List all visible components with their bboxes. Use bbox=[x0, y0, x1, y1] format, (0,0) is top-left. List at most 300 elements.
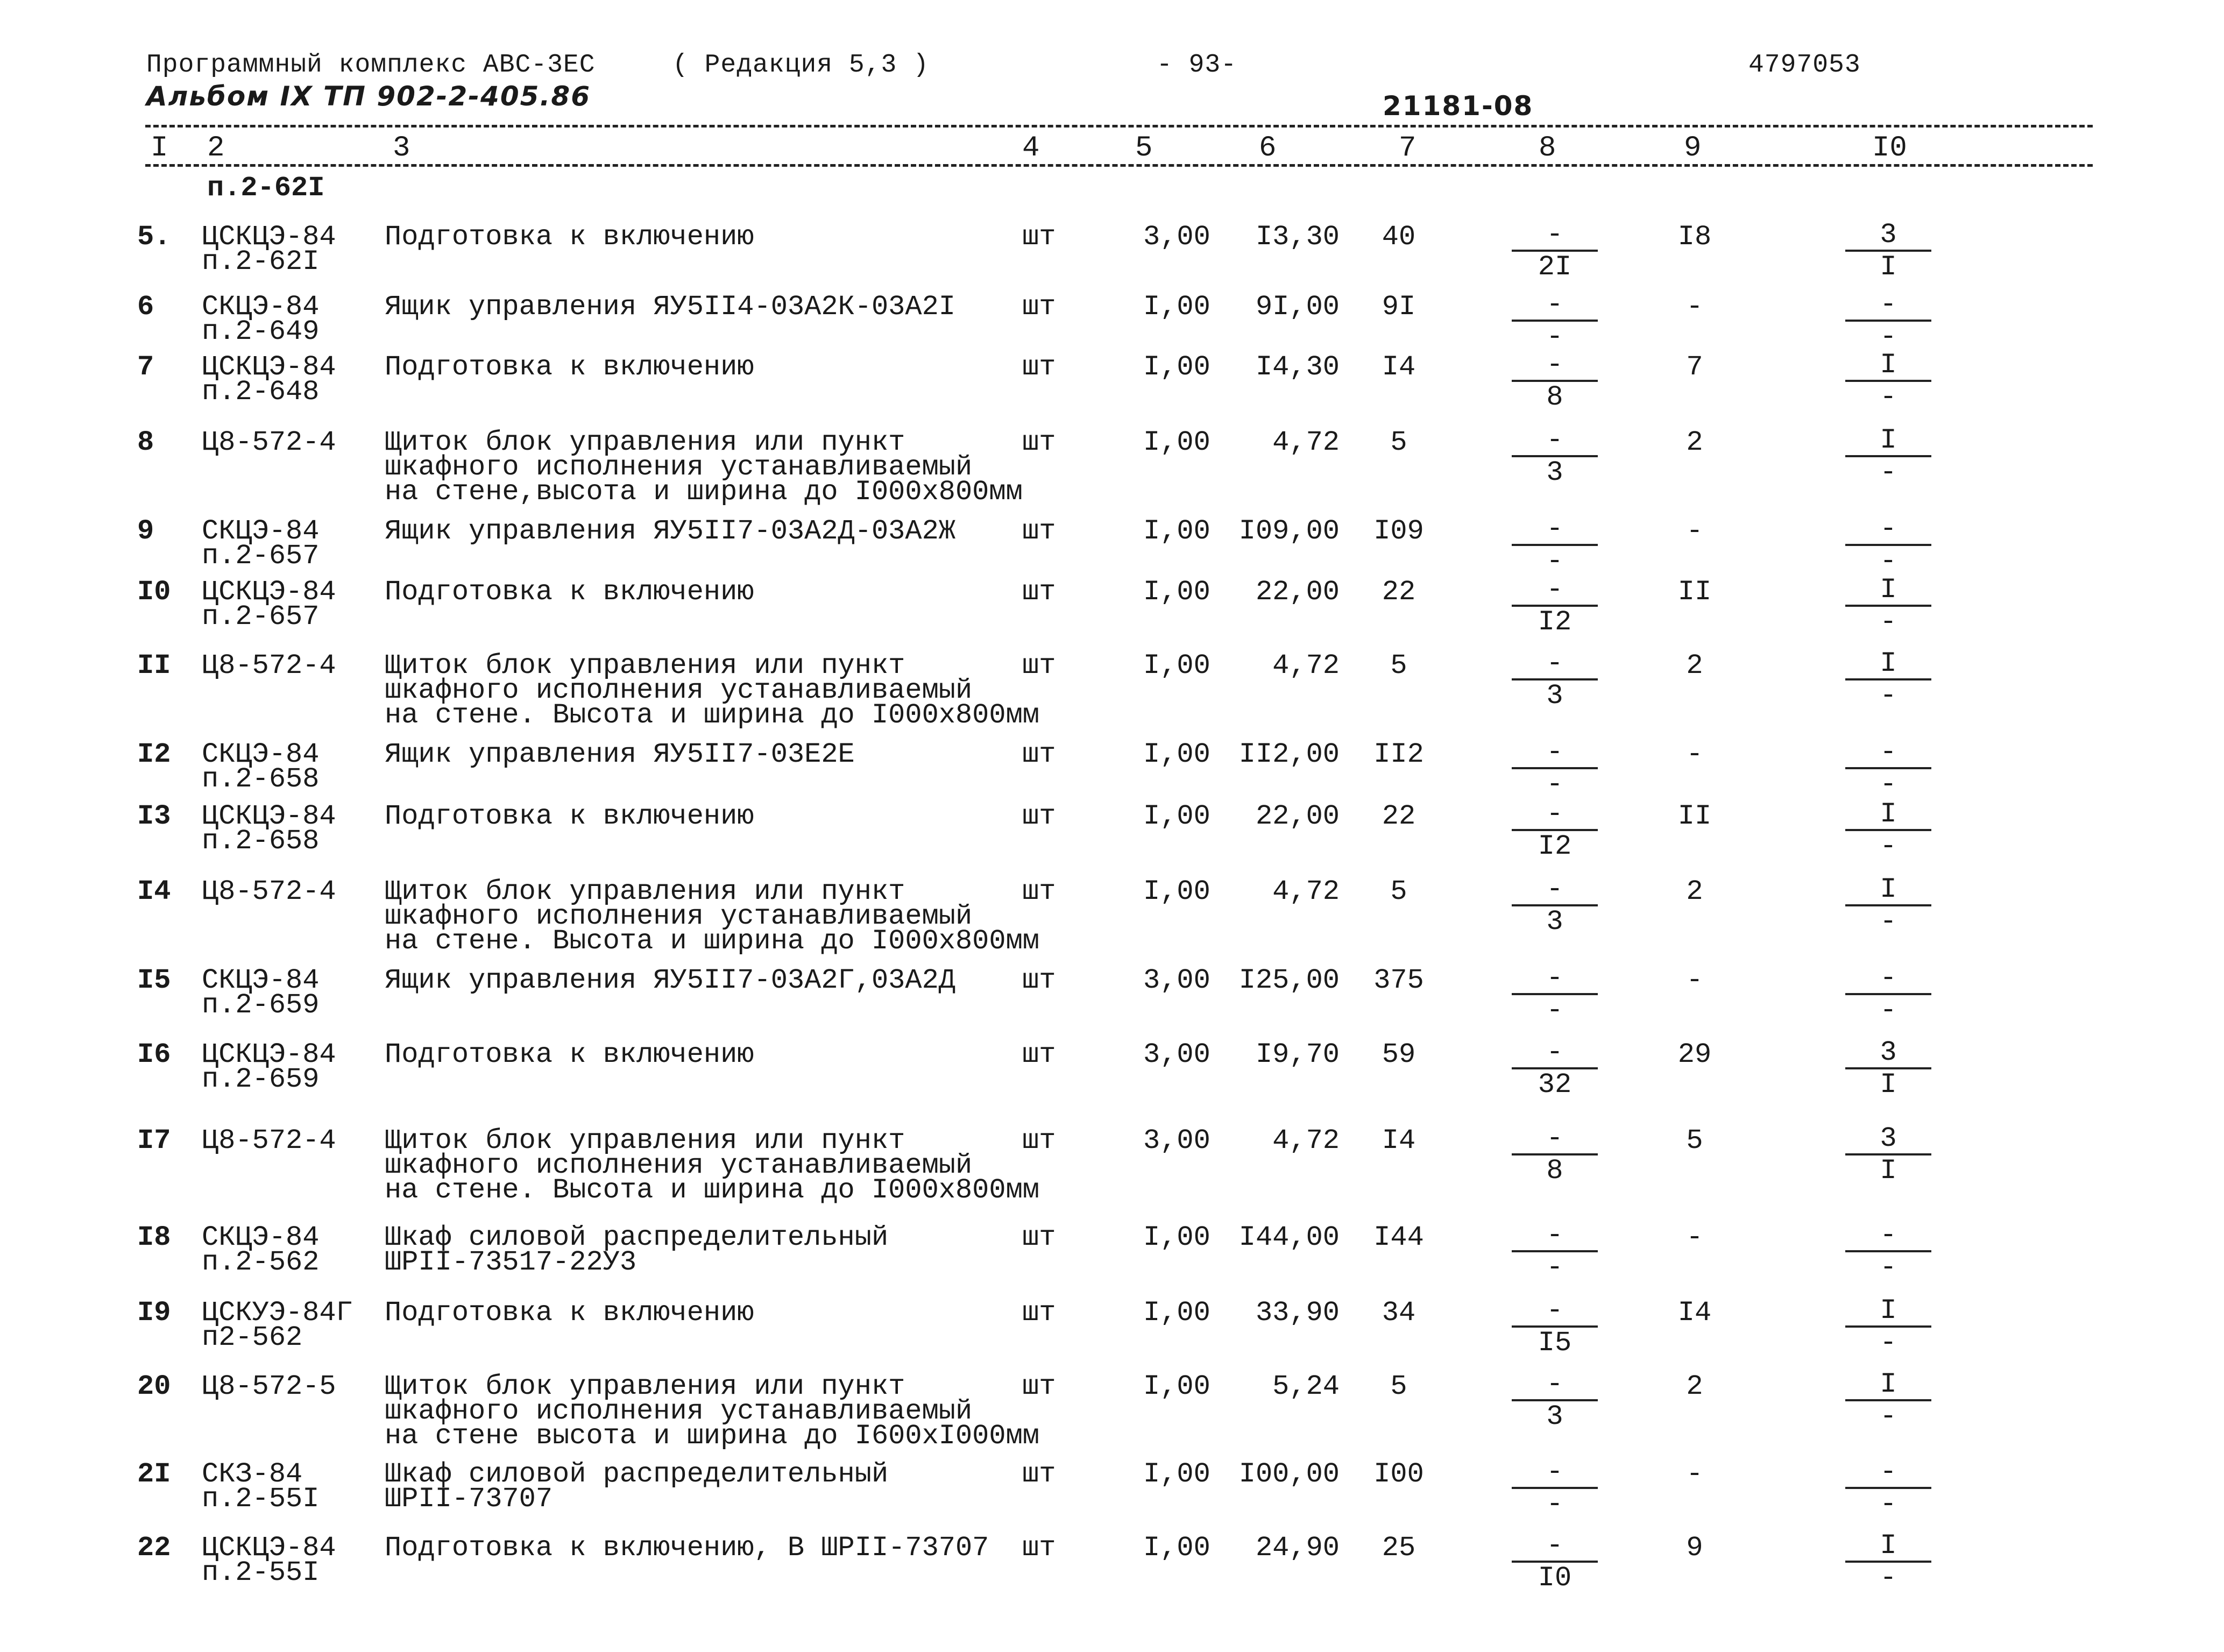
unit: шт bbox=[1022, 351, 1056, 383]
col9-value: - bbox=[1686, 291, 1703, 323]
col9-value: I4 bbox=[1677, 1297, 1712, 1329]
resource-code bbox=[202, 515, 320, 572]
unit-price: I44,00 bbox=[1238, 1222, 1340, 1253]
col8-fraction bbox=[1512, 1369, 1598, 1433]
work-description bbox=[385, 1458, 889, 1515]
resource-code bbox=[202, 1371, 336, 1402]
work-description-line: Шкаф силовой распределительный bbox=[385, 1222, 889, 1253]
work-description-line: Щиток блок управления или пункт bbox=[385, 876, 905, 907]
col8-fraction-numerator: - bbox=[1546, 424, 1563, 456]
resource-code-line: п.2-659 bbox=[202, 989, 320, 1021]
resource-code bbox=[202, 427, 336, 458]
work-description bbox=[385, 351, 754, 383]
total-cost: 5 bbox=[1390, 650, 1407, 682]
col8-fraction-denominator: - bbox=[1546, 769, 1563, 800]
work-description bbox=[385, 1222, 889, 1278]
col10-fraction bbox=[1845, 648, 1931, 712]
row-number: I6 bbox=[137, 1039, 171, 1070]
col8-fraction bbox=[1512, 1219, 1598, 1284]
unit: шт bbox=[1022, 650, 1056, 682]
col8-fraction-denominator: - bbox=[1546, 1252, 1563, 1284]
resource-code-line: п.2-648 bbox=[202, 376, 320, 408]
resource-code-line: п2-562 bbox=[202, 1322, 303, 1353]
col9-value: 2 bbox=[1686, 876, 1703, 907]
quantity: I,00 bbox=[1143, 1532, 1210, 1564]
col10-fraction bbox=[1845, 798, 1931, 862]
resource-code-line: Ц8-572-4 bbox=[202, 650, 336, 682]
continuation-ref: п.2-62I bbox=[207, 172, 325, 204]
resource-code bbox=[202, 876, 336, 907]
work-description bbox=[385, 1532, 989, 1564]
column-header-6: 6 bbox=[1259, 132, 1277, 165]
col10-fraction-numerator: I bbox=[1880, 574, 1897, 606]
col10-fraction bbox=[1845, 1295, 1931, 1359]
doc-number: 4797053 bbox=[1748, 51, 1861, 80]
col10-fraction bbox=[1845, 513, 1931, 577]
col8-fraction-denominator: - bbox=[1546, 995, 1563, 1026]
col10-fraction bbox=[1845, 1530, 1931, 1594]
col10-fraction bbox=[1845, 874, 1931, 938]
total-cost: 25 bbox=[1382, 1532, 1416, 1564]
col9-value: - bbox=[1686, 1458, 1703, 1490]
col9-value: - bbox=[1686, 515, 1703, 547]
resource-code bbox=[202, 221, 336, 278]
total-cost: I4 bbox=[1382, 351, 1416, 383]
unit-price: 5,24 bbox=[1272, 1371, 1340, 1402]
col10-fraction-numerator: - bbox=[1880, 1456, 1897, 1488]
work-description-line: Ящик управления ЯУ5II7-03Е2Е bbox=[385, 739, 855, 770]
work-description-line: Щиток блок управления или пункт bbox=[385, 1125, 905, 1157]
col10-fraction-numerator: 3 bbox=[1880, 1037, 1897, 1068]
col8-fraction-denominator: I0 bbox=[1538, 1562, 1572, 1594]
resource-code-line: Ц8-572-4 bbox=[202, 1125, 336, 1157]
row-number: 9 bbox=[137, 515, 154, 547]
resource-code bbox=[202, 351, 336, 408]
col9-value: I8 bbox=[1677, 221, 1712, 253]
col8-fraction-numerator: - bbox=[1546, 1369, 1563, 1400]
work-description-line: ШРII-73517-22У3 bbox=[385, 1246, 637, 1278]
work-description-line: шкафного исполнения устанавливаемый bbox=[385, 675, 973, 706]
resource-code-line: ЦСКЦЭ-84 bbox=[202, 351, 336, 383]
resource-code-line: ЦСКЦЭ-84 bbox=[202, 1039, 336, 1070]
resource-code bbox=[202, 739, 320, 795]
col10-fraction bbox=[1845, 424, 1931, 488]
header-divider-top bbox=[145, 125, 2093, 127]
col10-fraction bbox=[1845, 289, 1931, 353]
quantity: I,00 bbox=[1143, 1458, 1210, 1490]
unit: шт bbox=[1022, 1532, 1056, 1564]
resource-code-line: п.2-659 bbox=[202, 1063, 320, 1095]
row-number: 6 bbox=[137, 291, 154, 323]
resource-code-line: п.2-55I bbox=[202, 1557, 320, 1589]
unit-price: 4,72 bbox=[1272, 1125, 1340, 1157]
work-description-line: Подготовка к включению bbox=[385, 1297, 754, 1329]
total-cost: 375 bbox=[1373, 965, 1424, 996]
col8-fraction bbox=[1512, 1037, 1598, 1101]
col10-fraction bbox=[1845, 219, 1931, 283]
program-title: Программный комплекс АВС-3ЕС bbox=[146, 51, 596, 80]
total-cost: 22 bbox=[1382, 576, 1416, 608]
quantity: 3,00 bbox=[1143, 1125, 1210, 1157]
work-description-line: ШРII-73707 bbox=[385, 1483, 553, 1515]
col10-fraction-denominator: - bbox=[1880, 680, 1897, 712]
resource-code-line: п.2-562 bbox=[202, 1246, 320, 1278]
resource-code-line: Ц8-572-5 bbox=[202, 1371, 336, 1402]
col8-fraction-denominator: I5 bbox=[1538, 1327, 1572, 1359]
col8-fraction-numerator: - bbox=[1546, 289, 1563, 321]
column-header-5: 5 bbox=[1135, 132, 1153, 165]
quantity: I,00 bbox=[1143, 650, 1210, 682]
work-description-line: на стене. Высота и ширина до I000х800мм bbox=[385, 925, 1039, 957]
col8-fraction-numerator: - bbox=[1546, 349, 1563, 381]
col8-fraction-numerator: - bbox=[1546, 736, 1563, 768]
col10-fraction-denominator: - bbox=[1880, 545, 1897, 577]
work-description-line: Ящик управления ЯУ5II7-03А2Д-03А2Ж bbox=[385, 515, 955, 547]
resource-code bbox=[202, 576, 336, 633]
row-number: I9 bbox=[137, 1297, 171, 1329]
work-description-line: Подготовка к включению bbox=[385, 221, 754, 253]
col8-fraction-numerator: - bbox=[1546, 874, 1563, 905]
col9-value: 9 bbox=[1686, 1532, 1703, 1564]
col8-fraction-numerator: - bbox=[1546, 219, 1563, 251]
col8-fraction-numerator: - bbox=[1546, 513, 1563, 545]
col10-fraction-denominator: I bbox=[1880, 1155, 1897, 1187]
work-description-line: на стене. Высота и ширина до I000х800мм bbox=[385, 699, 1039, 731]
unit: шт bbox=[1022, 800, 1056, 832]
col10-fraction-denominator: I bbox=[1880, 251, 1897, 283]
quantity: 3,00 bbox=[1143, 965, 1210, 996]
total-cost: I09 bbox=[1373, 515, 1424, 547]
total-cost: 9I bbox=[1382, 291, 1416, 323]
col8-fraction bbox=[1512, 648, 1598, 712]
resource-code-line: ЦСКЦЭ-84 bbox=[202, 576, 336, 608]
work-description bbox=[385, 800, 754, 832]
col10-fraction-denominator: - bbox=[1880, 1562, 1897, 1594]
col8-fraction-numerator: - bbox=[1546, 1530, 1563, 1562]
resource-code-line: ЦСКЦЭ-84 bbox=[202, 221, 336, 253]
resource-code bbox=[202, 1297, 353, 1353]
work-description-line: Щиток блок управления или пункт bbox=[385, 1371, 905, 1402]
resource-code bbox=[202, 1039, 336, 1095]
row-number: I7 bbox=[137, 1125, 171, 1157]
col10-fraction-denominator: - bbox=[1880, 1401, 1897, 1433]
row-number: 7 bbox=[137, 351, 154, 383]
unit: шт bbox=[1022, 291, 1056, 323]
unit: шт bbox=[1022, 221, 1056, 253]
row-number: I2 bbox=[137, 739, 171, 770]
col10-fraction-denominator: - bbox=[1880, 995, 1897, 1026]
col10-fraction-numerator: - bbox=[1880, 1219, 1897, 1251]
col10-fraction bbox=[1845, 1037, 1931, 1101]
col10-fraction-numerator: I bbox=[1880, 798, 1897, 830]
col9-value: - bbox=[1686, 965, 1703, 996]
col8-fraction-denominator: 3 bbox=[1546, 1401, 1563, 1433]
quantity: I,00 bbox=[1143, 876, 1210, 907]
unit-price: 4,72 bbox=[1272, 427, 1340, 458]
col10-fraction-numerator: - bbox=[1880, 962, 1897, 994]
col10-fraction-denominator: - bbox=[1880, 831, 1897, 862]
work-description bbox=[385, 1039, 754, 1070]
work-description bbox=[385, 1297, 754, 1329]
unit-price: 9I,00 bbox=[1255, 291, 1340, 323]
total-cost: 59 bbox=[1382, 1039, 1416, 1070]
col8-fraction-numerator: - bbox=[1546, 1456, 1563, 1488]
unit-price: I25,00 bbox=[1238, 965, 1340, 996]
col8-fraction-numerator: - bbox=[1546, 962, 1563, 994]
total-cost: 22 bbox=[1382, 800, 1416, 832]
unit: шт bbox=[1022, 576, 1056, 608]
col9-value: II bbox=[1677, 800, 1712, 832]
resource-code-line: п.2-658 bbox=[202, 825, 320, 857]
col8-fraction-numerator: - bbox=[1546, 648, 1563, 679]
col10-fraction-numerator: I bbox=[1880, 1369, 1897, 1400]
col9-value: - bbox=[1686, 739, 1703, 770]
work-description-line: шкафного исполнения устанавливаемый bbox=[385, 451, 973, 483]
resource-code-line: п.2-649 bbox=[202, 316, 320, 348]
col8-fraction bbox=[1512, 1123, 1598, 1187]
quantity: I,00 bbox=[1143, 427, 1210, 458]
col9-value: 5 bbox=[1686, 1125, 1703, 1157]
col10-fraction-denominator: - bbox=[1880, 906, 1897, 938]
total-cost: I44 bbox=[1373, 1222, 1424, 1253]
col10-fraction bbox=[1845, 962, 1931, 1026]
col8-fraction-denominator: I2 bbox=[1538, 831, 1572, 862]
col10-fraction-numerator: - bbox=[1880, 289, 1897, 321]
total-cost: I4 bbox=[1382, 1125, 1416, 1157]
resource-code-line: СКЦЭ-84 bbox=[202, 291, 320, 323]
column-header-8: 8 bbox=[1539, 132, 1556, 165]
col8-fraction bbox=[1512, 513, 1598, 577]
column-header-9: 9 bbox=[1684, 132, 1702, 165]
column-header-2: 2 bbox=[207, 132, 225, 165]
col9-value: - bbox=[1686, 1222, 1703, 1253]
unit-price: I00,00 bbox=[1238, 1458, 1340, 1490]
col9-value: 7 bbox=[1686, 351, 1703, 383]
resource-code bbox=[202, 1222, 320, 1278]
col10-fraction-numerator: I bbox=[1880, 648, 1897, 679]
project-code: 21181-08 bbox=[1383, 90, 1534, 122]
work-description bbox=[385, 739, 855, 770]
work-description-line: Щиток блок управления или пункт bbox=[385, 650, 905, 682]
col10-fraction-numerator: - bbox=[1880, 513, 1897, 545]
col9-value: II bbox=[1677, 576, 1712, 608]
resource-code-line: п.2-657 bbox=[202, 601, 320, 633]
resource-code-line: СКЦЭ-84 bbox=[202, 965, 320, 996]
row-number: I0 bbox=[137, 576, 171, 608]
quantity: 3,00 bbox=[1143, 221, 1210, 253]
col10-fraction-denominator: - bbox=[1880, 1488, 1897, 1520]
col8-fraction bbox=[1512, 574, 1598, 638]
unit: шт bbox=[1022, 876, 1056, 907]
total-cost: 34 bbox=[1382, 1297, 1416, 1329]
work-description-line: Подготовка к включению bbox=[385, 351, 754, 383]
work-description-line: Ящик управления ЯУ5II4-03А2К-03А2I bbox=[385, 291, 955, 323]
column-header-3: 3 bbox=[393, 132, 410, 165]
column-header-4: 4 bbox=[1022, 132, 1040, 165]
resource-code-line: СКЗ-84 bbox=[202, 1458, 303, 1490]
quantity: I,00 bbox=[1143, 515, 1210, 547]
work-description bbox=[385, 291, 955, 323]
resource-code-line: ЦСКЦЭ-84 bbox=[202, 1532, 336, 1564]
unit-price: 22,00 bbox=[1255, 800, 1340, 832]
row-number: II bbox=[137, 650, 171, 682]
resource-code bbox=[202, 291, 320, 348]
quantity: I,00 bbox=[1143, 351, 1210, 383]
unit: шт bbox=[1022, 739, 1056, 770]
col8-fraction-denominator: - bbox=[1546, 321, 1563, 353]
col10-fraction bbox=[1845, 574, 1931, 638]
unit-price: 22,00 bbox=[1255, 576, 1340, 608]
row-number: 8 bbox=[137, 427, 154, 458]
col9-value: 2 bbox=[1686, 1371, 1703, 1402]
col8-fraction bbox=[1512, 1530, 1598, 1594]
col10-fraction-numerator: 3 bbox=[1880, 219, 1897, 251]
col10-fraction-numerator: I bbox=[1880, 874, 1897, 905]
total-cost: II2 bbox=[1373, 739, 1424, 770]
col10-fraction bbox=[1845, 1456, 1931, 1520]
col8-fraction-numerator: - bbox=[1546, 1295, 1563, 1327]
col8-fraction-denominator: 8 bbox=[1546, 1155, 1563, 1187]
col8-fraction-denominator: - bbox=[1546, 1488, 1563, 1520]
resource-code bbox=[202, 1458, 320, 1515]
row-number: I3 bbox=[137, 800, 171, 832]
work-description-line: Подготовка к включению bbox=[385, 800, 754, 832]
col8-fraction bbox=[1512, 424, 1598, 488]
col8-fraction-numerator: - bbox=[1546, 1037, 1563, 1068]
col8-fraction-denominator: 2I bbox=[1538, 251, 1572, 283]
col8-fraction bbox=[1512, 349, 1598, 413]
quantity: I,00 bbox=[1143, 739, 1210, 770]
work-description bbox=[385, 427, 1023, 508]
col8-fraction-numerator: - bbox=[1546, 1219, 1563, 1251]
work-description-line: Шкаф силовой распределительный bbox=[385, 1458, 889, 1490]
column-header-1: I bbox=[151, 132, 168, 165]
col10-fraction bbox=[1845, 736, 1931, 800]
resource-code bbox=[202, 1532, 336, 1589]
col8-fraction-denominator: 3 bbox=[1546, 457, 1563, 488]
col8-fraction-numerator: - bbox=[1546, 798, 1563, 830]
work-description-line: Подготовка к включению bbox=[385, 576, 754, 608]
col8-fraction-denominator: 32 bbox=[1538, 1069, 1572, 1101]
col8-fraction bbox=[1512, 219, 1598, 283]
resource-code bbox=[202, 965, 320, 1021]
col10-fraction-numerator: I bbox=[1880, 1530, 1897, 1562]
work-description-line: на стене. Высота и ширина до I000х800мм bbox=[385, 1174, 1039, 1206]
col10-fraction bbox=[1845, 1219, 1931, 1284]
col10-fraction-denominator: - bbox=[1880, 457, 1897, 488]
unit: шт bbox=[1022, 515, 1056, 547]
resource-code-line: ЦСКУЭ-84Г bbox=[202, 1297, 353, 1329]
col8-fraction bbox=[1512, 289, 1598, 353]
unit-price: II2,00 bbox=[1238, 739, 1340, 770]
col10-fraction-numerator: I bbox=[1880, 424, 1897, 456]
row-number: 5. bbox=[137, 221, 171, 253]
quantity: I,00 bbox=[1143, 800, 1210, 832]
resource-code-line: п.2-62I bbox=[202, 246, 320, 278]
unit-price: I09,00 bbox=[1238, 515, 1340, 547]
col8-fraction bbox=[1512, 962, 1598, 1026]
work-description-line: Ящик управления ЯУ5II7-03А2Г,03А2Д bbox=[385, 965, 955, 996]
total-cost: 5 bbox=[1390, 1371, 1407, 1402]
col9-value: 2 bbox=[1686, 427, 1703, 458]
col10-fraction-denominator: - bbox=[1880, 769, 1897, 800]
work-description-line: шкафного исполнения устанавливаемый bbox=[385, 1395, 973, 1427]
col8-fraction bbox=[1512, 798, 1598, 862]
unit: шт bbox=[1022, 1222, 1056, 1253]
row-number: 22 bbox=[137, 1532, 171, 1564]
edition-label: ( Редакция 5,3 ) bbox=[672, 51, 929, 80]
total-cost: 5 bbox=[1390, 427, 1407, 458]
unit-price: 4,72 bbox=[1272, 876, 1340, 907]
col10-fraction-denominator: - bbox=[1880, 381, 1897, 413]
col10-fraction-numerator: 3 bbox=[1880, 1123, 1897, 1154]
page-number: - 93- bbox=[1157, 51, 1237, 80]
work-description bbox=[385, 221, 754, 253]
col8-fraction-numerator: - bbox=[1546, 574, 1563, 606]
unit: шт bbox=[1022, 965, 1056, 996]
work-description-line: на стене высота и ширина до I600хI000мм bbox=[385, 1420, 1039, 1452]
col8-fraction bbox=[1512, 736, 1598, 800]
resource-code-line: Ц8-572-4 bbox=[202, 427, 336, 458]
col8-fraction-denominator: - bbox=[1546, 545, 1563, 577]
total-cost: 40 bbox=[1382, 221, 1416, 253]
col8-fraction-denominator: I2 bbox=[1538, 606, 1572, 638]
work-description-line: Подготовка к включению bbox=[385, 1039, 754, 1070]
row-number: 2I bbox=[137, 1458, 171, 1490]
work-description bbox=[385, 965, 955, 996]
row-number: I4 bbox=[137, 876, 171, 907]
resource-code-line: СКЦЭ-84 bbox=[202, 515, 320, 547]
resource-code bbox=[202, 800, 336, 857]
resource-code-line: п.2-658 bbox=[202, 763, 320, 795]
unit-price: 33,90 bbox=[1255, 1297, 1340, 1329]
col10-fraction-denominator: - bbox=[1880, 1327, 1897, 1359]
quantity: I,00 bbox=[1143, 576, 1210, 608]
col10-fraction-numerator: I bbox=[1880, 349, 1897, 381]
col8-fraction-numerator: - bbox=[1546, 1123, 1563, 1154]
col8-fraction-denominator: 3 bbox=[1546, 906, 1563, 938]
unit: шт bbox=[1022, 1039, 1056, 1070]
col8-fraction bbox=[1512, 874, 1598, 938]
unit-price: 4,72 bbox=[1272, 650, 1340, 682]
quantity: I,00 bbox=[1143, 291, 1210, 323]
col10-fraction-denominator: - bbox=[1880, 606, 1897, 638]
row-number: I5 bbox=[137, 965, 171, 996]
quantity: 3,00 bbox=[1143, 1039, 1210, 1070]
col10-fraction-numerator: - bbox=[1880, 736, 1897, 768]
col10-fraction bbox=[1845, 349, 1931, 413]
col9-value: 2 bbox=[1686, 650, 1703, 682]
work-description bbox=[385, 515, 955, 547]
resource-code bbox=[202, 650, 336, 682]
header-divider-bottom bbox=[145, 164, 2093, 167]
col10-fraction bbox=[1845, 1123, 1931, 1187]
quantity: I,00 bbox=[1143, 1222, 1210, 1253]
total-cost: I00 bbox=[1373, 1458, 1424, 1490]
col10-fraction-denominator: - bbox=[1880, 321, 1897, 353]
row-number: 20 bbox=[137, 1371, 171, 1402]
quantity: I,00 bbox=[1143, 1297, 1210, 1329]
total-cost: 5 bbox=[1390, 876, 1407, 907]
unit: шт bbox=[1022, 1297, 1056, 1329]
column-header-10: I0 bbox=[1872, 132, 1907, 165]
quantity: I,00 bbox=[1143, 1371, 1210, 1402]
unit: шт bbox=[1022, 1458, 1056, 1490]
resource-code-line: СКЦЭ-84 bbox=[202, 739, 320, 770]
col10-fraction-denominator: I bbox=[1880, 1069, 1897, 1101]
work-description-line: шкафного исполнения устанавливаемый bbox=[385, 1150, 973, 1181]
album-label: Альбом IX ТП 902-2-405.86 bbox=[146, 81, 591, 112]
